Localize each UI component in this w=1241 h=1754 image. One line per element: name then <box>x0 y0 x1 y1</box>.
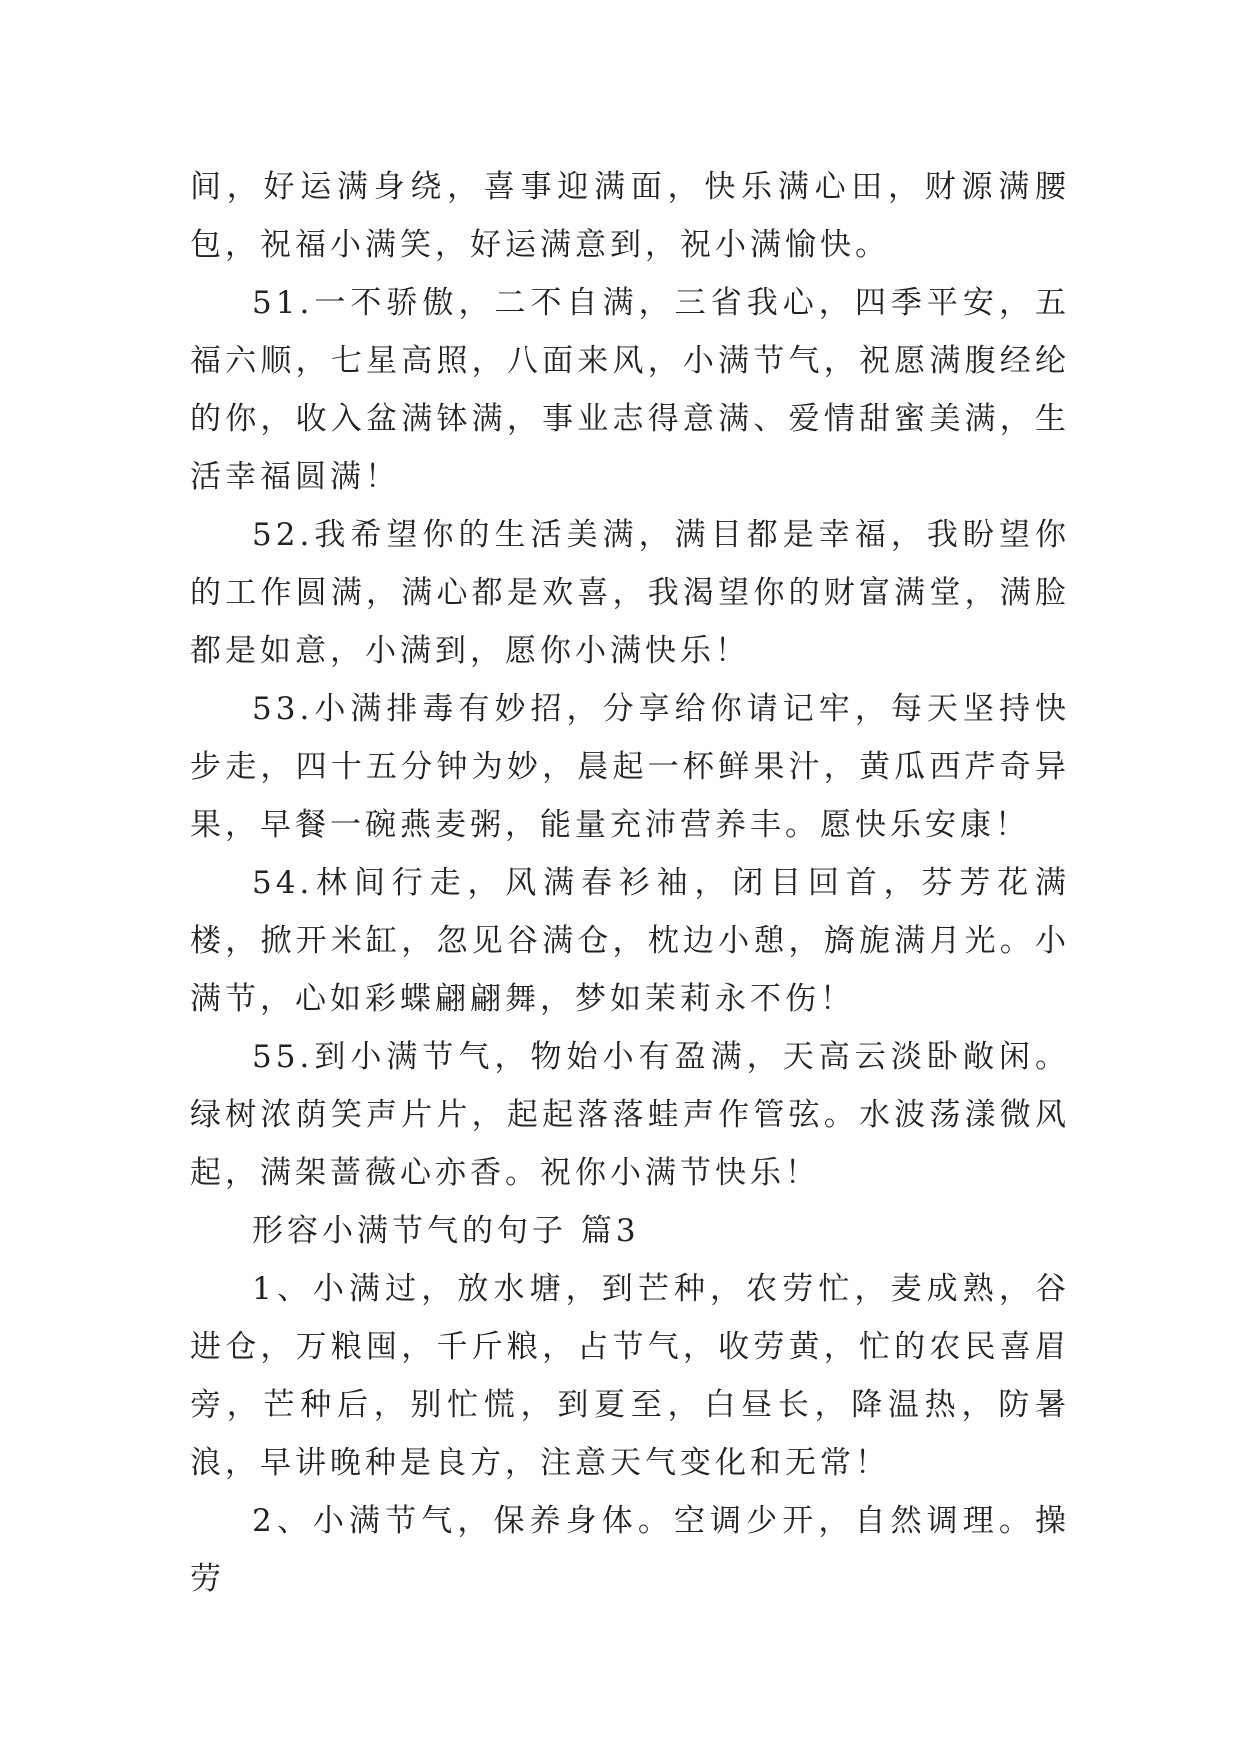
paragraph-item-2: 2、小满节气，保养身体。空调少开，自然调理。操劳 <box>190 1503 1070 1597</box>
paragraph-item-54: 54.林间行走，风满春衫袖，闭目回首，芬芳花满楼，掀开米缸，忽见谷满仓，枕边小憩，旖旎满月光。小满节，心如彩蝶翩翩舞，梦如茉莉永不伤！ <box>190 865 1070 1017</box>
document-body <box>190 158 1070 1608</box>
paragraph-item-53: 53.小满排毒有妙招，分享给你请记牢，每天坚持快步走，四十五分钟为妙，晨起一杯鲜果汁，黄瓜西芹奇异果，早餐一碗燕麦粥，能量充沛营养丰。愿快乐安康！ <box>190 691 1070 843</box>
paragraph-item-55: 55.到小满节气，物始小有盈满，天高云淡卧敞闲。绿树浓荫笑声片片，起起落落蛙声作管弦。水波荡漾微风起，满架蔷薇心亦香。祝你小满节快乐！ <box>190 1039 1070 1191</box>
paragraph-item-1: 1、小满过，放水塘，到芒种，农劳忙，麦成熟，谷进仓，万粮囤，千斤粮，占节气，收劳黄，忙的农民喜眉旁，芒种后，别忙慌，到夏至，白昼长，降温热，防暑浪，早讲晚种是良方，注意天气变化和无常！ <box>190 1271 1070 1481</box>
paragraph-continuation: 间，好运满身绕，喜事迎满面，快乐满心田，财源满腰包，祝福小满笑，好运满意到，祝小满愉快。 <box>190 169 1070 263</box>
paragraph-item-52: 52.我希望你的生活美满，满目都是幸福，我盼望你的工作圆满，满心都是欢喜，我渴望你的财富满堂，满脸都是如意，小满到，愿你小满快乐！ <box>190 517 1070 669</box>
paragraph-item-51: 51.一不骄傲，二不自满，三省我心，四季平安，五福六顺，七星高照，八面来风，小满节气，祝愿满腹经纶的你，收入盆满钵满，事业志得意满、爱情甜蜜美满，生活幸福圆满！ <box>190 285 1070 495</box>
section-heading: 形容小满节气的句子 篇3 <box>252 1213 640 1249</box>
